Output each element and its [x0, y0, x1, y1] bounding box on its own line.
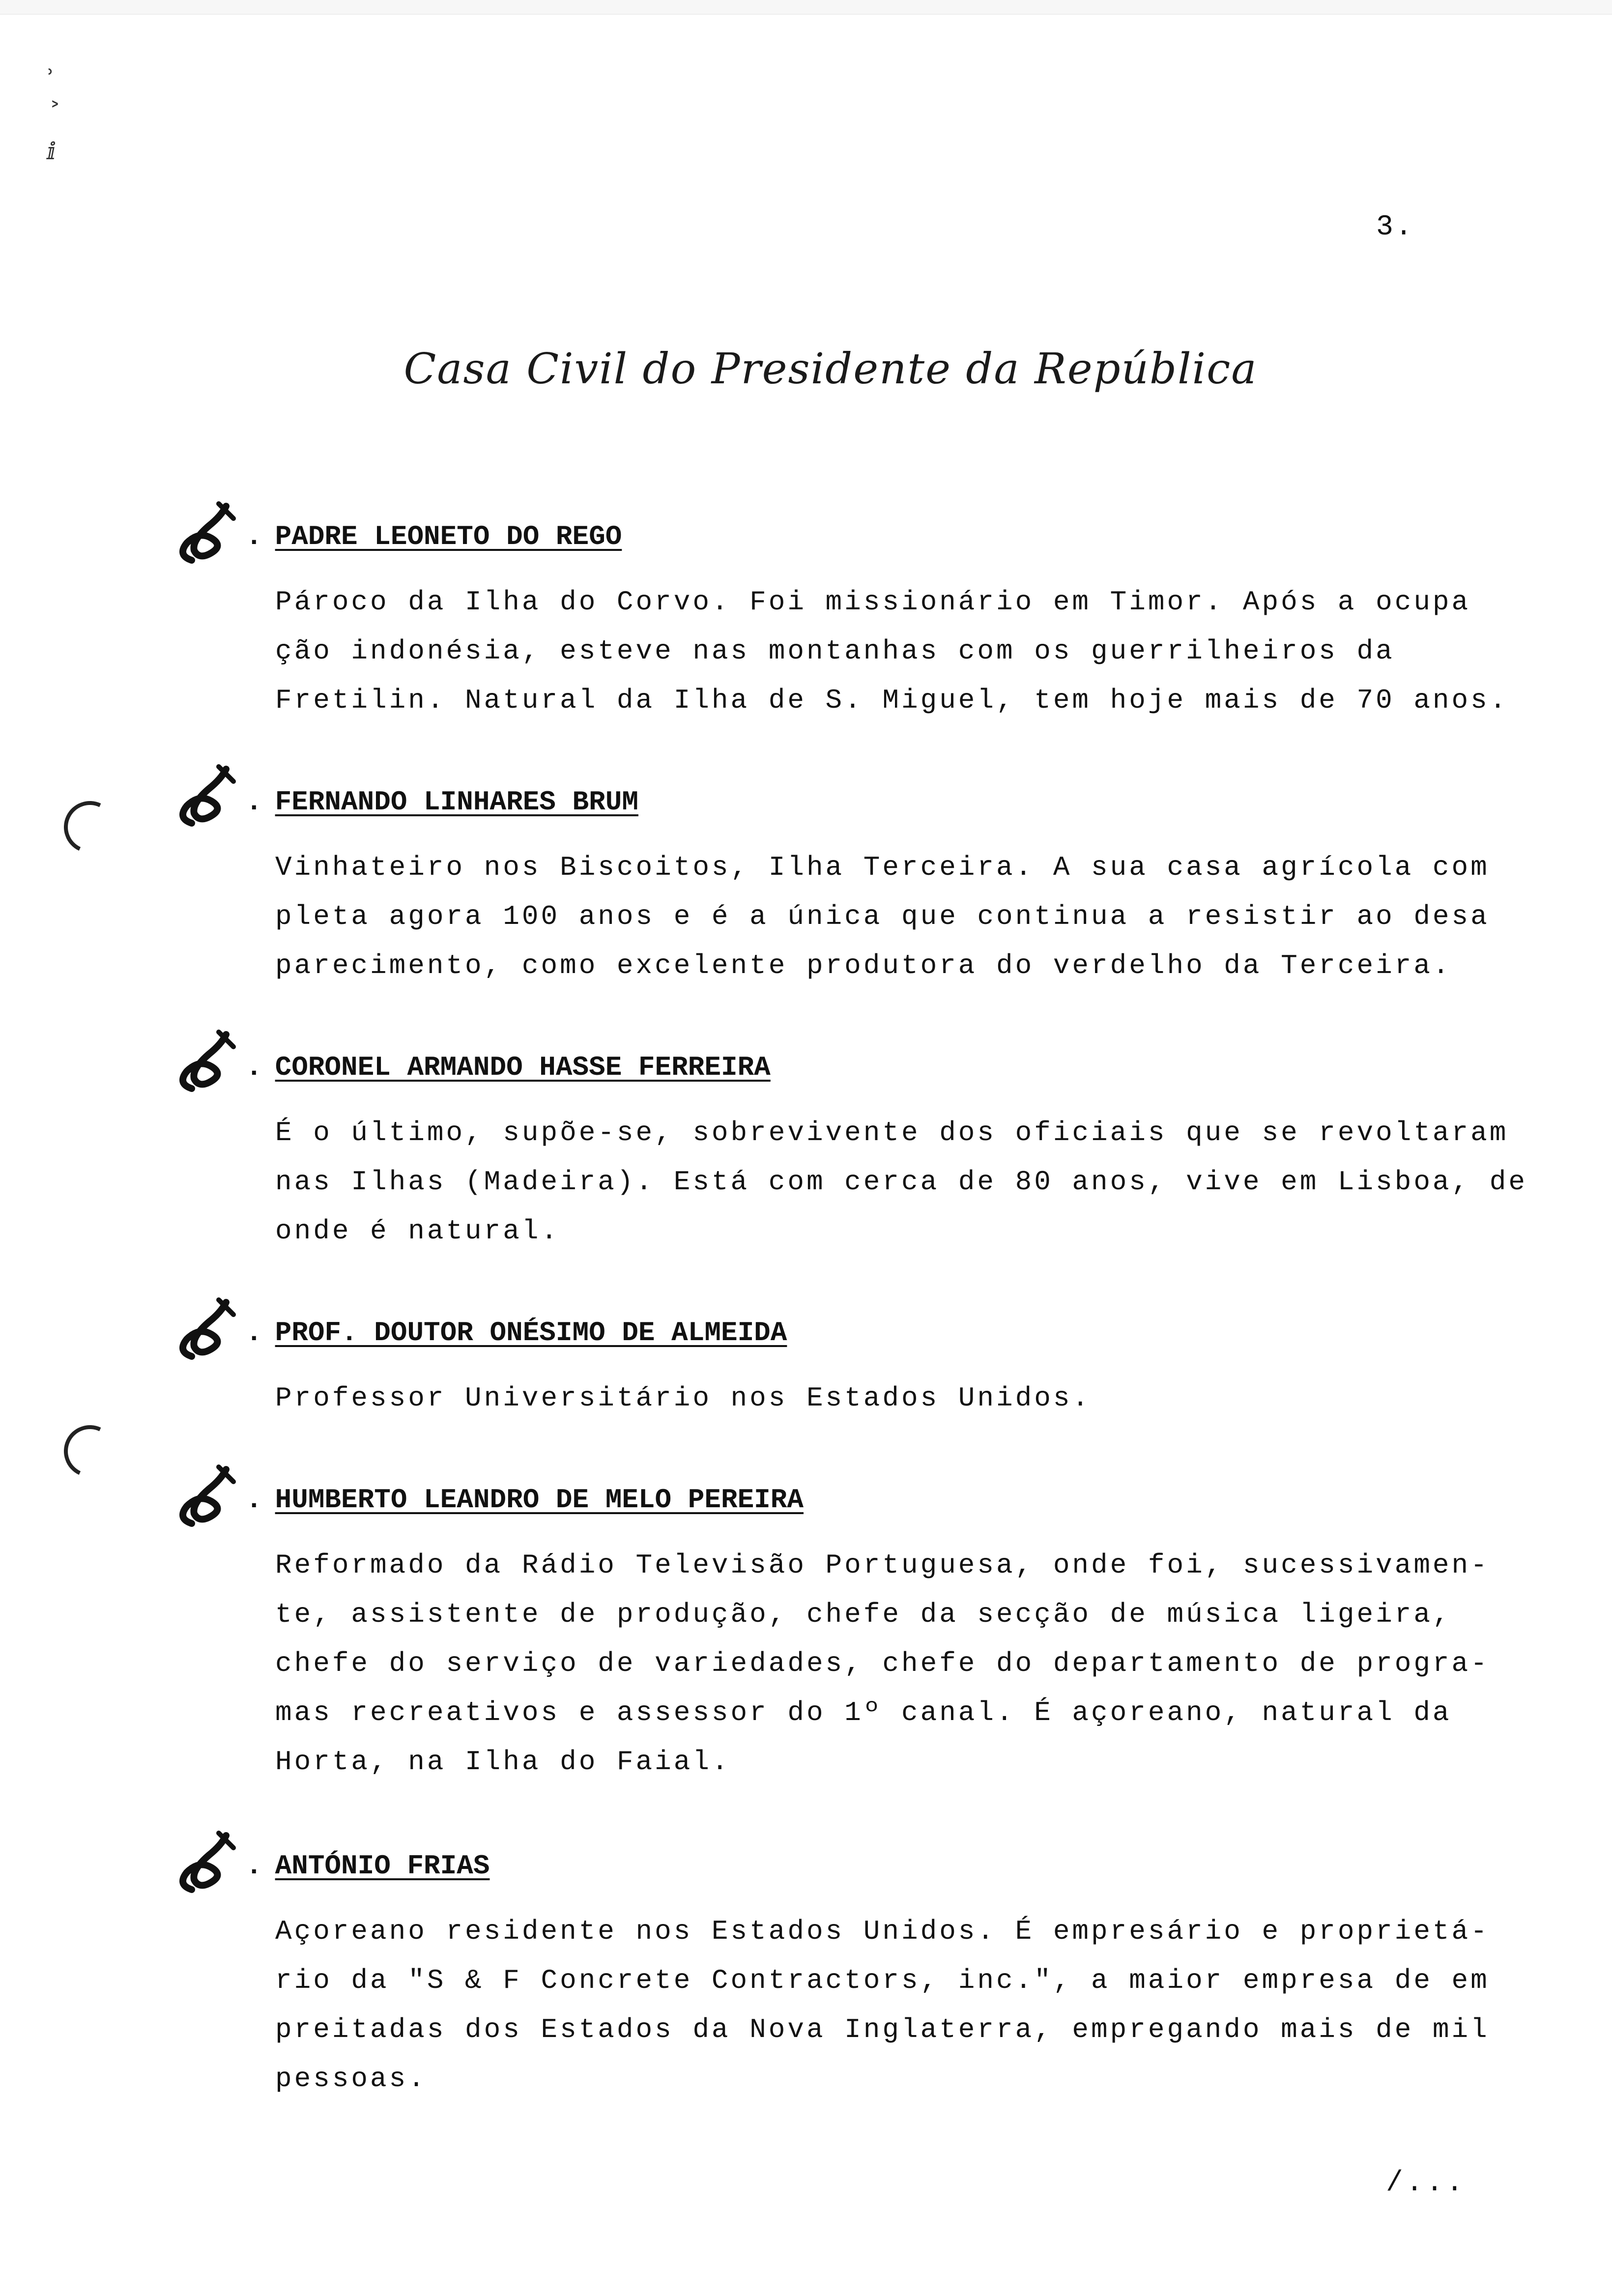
- text-line: pessoas.: [275, 2063, 427, 2095]
- entry-body: [275, 1108, 1563, 1256]
- text-line: pleta agora 100 anos e é a única que continua a resistir ao desa: [275, 901, 1490, 932]
- margin-scribble: ˃: [49, 98, 61, 126]
- text-line: Horta, na Ilha do Faial.: [275, 1746, 731, 1778]
- entry-title: . FERNANDO LINHARES BRUM: [246, 786, 638, 818]
- entry-title: . HUMBERTO LEANDRO DE MELO PEREIRA: [246, 1484, 804, 1516]
- entry-title: . ANTÓNIO FRIAS: [246, 1850, 490, 1882]
- scan-top-edge: [0, 0, 1612, 15]
- text-line: chefe do serviço de variedades, chefe do departamento de progra-: [275, 1648, 1490, 1679]
- handwritten-s-mark: [172, 1826, 241, 1899]
- text-line: Professor Universitário nos Estados Unidos.: [275, 1382, 1092, 1414]
- text-line: parecimento, como excelente produtora do verdelho da Terceira.: [275, 950, 1452, 981]
- text-line: É o último, supõe-se, sobrevivente dos oficiais que se revoltaram: [275, 1117, 1509, 1148]
- letterhead-text: Casa Civil do Presidente da República: [403, 344, 1258, 394]
- text-line: Pároco da Ilha do Corvo. Foi missionário em Timor. Após a ocupa: [275, 586, 1471, 618]
- text-line: onde é natural.: [275, 1215, 560, 1247]
- text-line: te, assistente de produção, chefe da secção de música ligeira,: [275, 1599, 1452, 1630]
- entry-body: [275, 1541, 1563, 1786]
- text-line: Fretilin. Natural da Ilha de S. Miguel, tem hoje mais de 70 anos.: [275, 685, 1509, 716]
- handwritten-s-mark: [172, 1025, 241, 1098]
- punch-hole: [57, 1418, 123, 1485]
- margin-scribble: ⅈ: [47, 138, 57, 165]
- text-line: preitadas dos Estados da Nova Inglaterra, empregando mais de mil: [275, 2014, 1490, 2045]
- letterhead-script: [403, 324, 1258, 418]
- text-line: rio da "S & F Concrete Contractors, inc.", a maior empresa de em: [275, 1965, 1490, 1996]
- handwritten-s-mark: [172, 1292, 241, 1366]
- entry-body: [275, 577, 1563, 725]
- text-line: Vinhateiro nos Biscoitos, Ilha Terceira. A sua casa agrícola com: [275, 852, 1490, 883]
- punch-hole: [57, 794, 123, 861]
- text-line: nas Ilhas (Madeira). Está com cerca de 80 anos, vive em Lisboa, de: [275, 1166, 1527, 1198]
- page-number: 3.: [1376, 211, 1414, 243]
- entry-title: . PADRE LEONETO DO REGO: [246, 521, 622, 552]
- margin-scribble: ˒: [47, 59, 55, 86]
- entry-title: . PROF. DOUTOR ONÉSIMO DE ALMEIDA: [246, 1317, 787, 1349]
- entry-body: [275, 1907, 1563, 2103]
- text-line: mas recreativos e assessor do 1º canal. É açoreano, natural da: [275, 1697, 1452, 1728]
- entry-body: [275, 1374, 1563, 1423]
- handwritten-s-mark: [172, 496, 241, 570]
- text-line: ção indonésia, esteve nas montanhas com os guerrilheiros da: [275, 635, 1395, 667]
- continuation-mark: /...: [1386, 2167, 1467, 2199]
- text-line: Reformado da Rádio Televisão Portuguesa, onde foi, sucessivamen-: [275, 1550, 1490, 1581]
- handwritten-s-mark: [172, 1460, 241, 1533]
- entry-title: . CORONEL ARMANDO HASSE FERREIRA: [246, 1052, 771, 1083]
- handwritten-s-mark: [172, 759, 241, 833]
- entry-body: [275, 843, 1563, 990]
- text-line: Açoreano residente nos Estados Unidos. É empresário e proprietá-: [275, 1916, 1490, 1947]
